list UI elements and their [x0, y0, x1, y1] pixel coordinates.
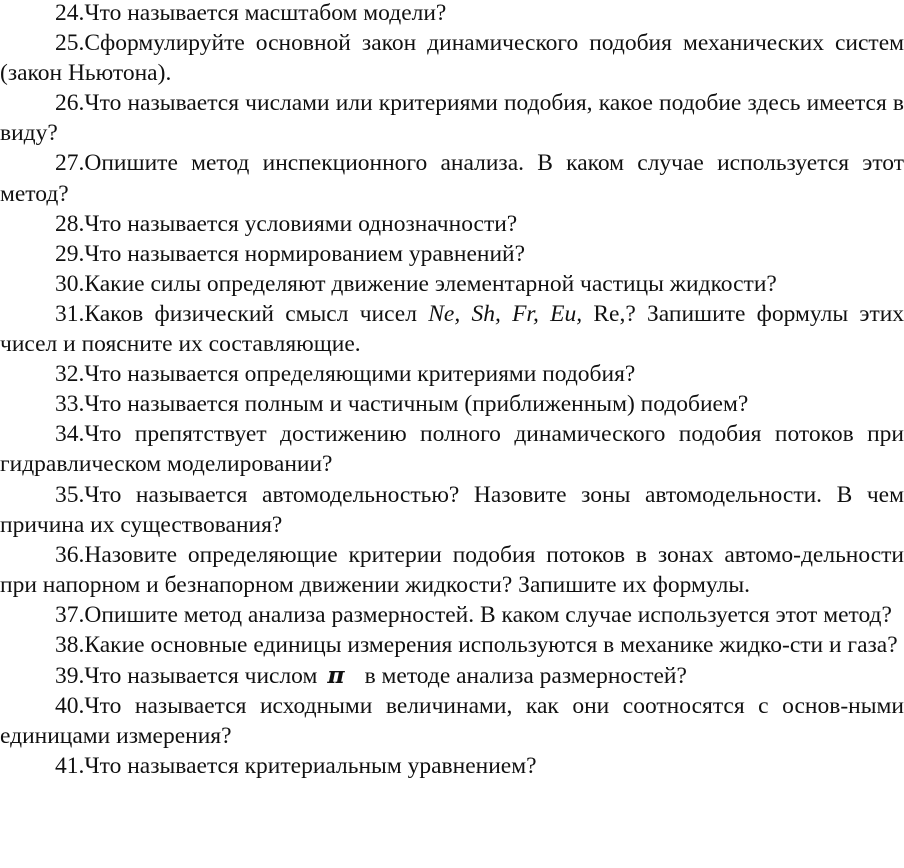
question-text: Каков физический смысл чисел — [84, 300, 417, 327]
question-31 — [0, 299, 904, 359]
question-number: 32. — [55, 361, 85, 388]
question-number: 33. — [55, 391, 85, 418]
question-38 — [0, 630, 904, 660]
question-40 — [0, 691, 904, 751]
number-sh-symbol: Sh, — [471, 300, 501, 327]
question-number: 34. — [55, 421, 85, 448]
question-number: 40. — [55, 693, 85, 720]
question-number: 29. — [55, 240, 85, 267]
question-number: 25. — [55, 30, 85, 57]
question-number: 36. — [55, 541, 85, 568]
question-number: 28. — [55, 210, 85, 237]
question-27 — [0, 148, 904, 208]
question-text: Что называется масштабом модели? — [84, 0, 447, 26]
number-re-symbol: Re — [593, 300, 620, 327]
question-24 — [0, 0, 904, 28]
question-text: Что называется числом — [84, 663, 318, 690]
question-text: Что называется полным и частичным (приближенным) подобием? — [84, 391, 749, 418]
question-28 — [0, 209, 904, 239]
question-number: 30. — [55, 270, 85, 297]
question-35 — [0, 480, 904, 540]
question-number: 37. — [55, 601, 85, 628]
question-30 — [0, 269, 904, 299]
number-fr-symbol: Fr, — [512, 300, 539, 327]
question-text: Что называется нормированием уравнений? — [84, 240, 526, 267]
question-text-tail: ,? Запишите формулы этих чисел и поясните их составляющие. — [0, 300, 904, 358]
question-number: 31. — [55, 300, 85, 327]
number-eu-symbol: Eu, — [550, 300, 583, 327]
question-text: Что называется определяющими критериями подобия? — [84, 361, 636, 388]
question-29 — [0, 239, 904, 269]
question-41 — [0, 751, 904, 781]
question-32 — [0, 359, 904, 389]
question-text: Сформулируйте основной закон динамического подобия механических систем (закон Ньютона). — [0, 30, 904, 87]
question-text: Что называется числами или критериями подобия, какое подобие здесь имеется в виду? — [0, 90, 904, 147]
question-text: Опишите метод анализа размерностей. В каком случае используется этот метод? — [84, 601, 892, 628]
question-33 — [0, 389, 904, 419]
question-39 — [0, 660, 904, 691]
question-text: Какие основные единицы измерения используются в механике жидко-сти и газа? — [84, 631, 898, 658]
question-text: Что называется условиями однозначности? — [84, 210, 518, 237]
question-text: Назовите определяющие критерии подобия потоков в зонах автомо-дельности при напорном и безнапорном движении жидкости? Запишите их формулы. — [0, 541, 904, 598]
question-text: Какие силы определяют движение элементарной частицы жидкости? — [84, 270, 777, 297]
question-number: 39. — [55, 663, 85, 690]
question-text: Что препятствует достижению полного динамического подобия потоков при гидравлическом моделировании? — [0, 421, 904, 478]
question-number: 27. — [55, 150, 85, 177]
question-number: 41. — [55, 753, 85, 780]
question-34 — [0, 419, 904, 479]
number-ne-symbol: Ne, — [428, 300, 461, 327]
question-text: Что называется критериальным уравнением? — [84, 753, 537, 780]
question-25 — [0, 28, 904, 88]
question-number: 26. — [55, 90, 85, 117]
question-26 — [0, 88, 904, 148]
question-text: Опишите метод инспекционного анализа. В каком случае используется этот метод? — [0, 150, 904, 207]
question-text-tail: в методе анализа размерностей? — [364, 663, 687, 690]
question-37 — [0, 600, 904, 630]
question-number: 24. — [55, 0, 85, 26]
question-36 — [0, 540, 904, 600]
pi-symbol: π — [327, 661, 345, 690]
question-number: 35. — [55, 481, 85, 508]
question-text: Что называется автомодельностью? Назовите зоны автомодельности. В чем причина их существования? — [0, 481, 904, 538]
question-number: 38. — [55, 631, 85, 658]
question-text: Что называется исходными величинами, как они соотносятся с основ-ными единицами измерения? — [0, 693, 904, 750]
